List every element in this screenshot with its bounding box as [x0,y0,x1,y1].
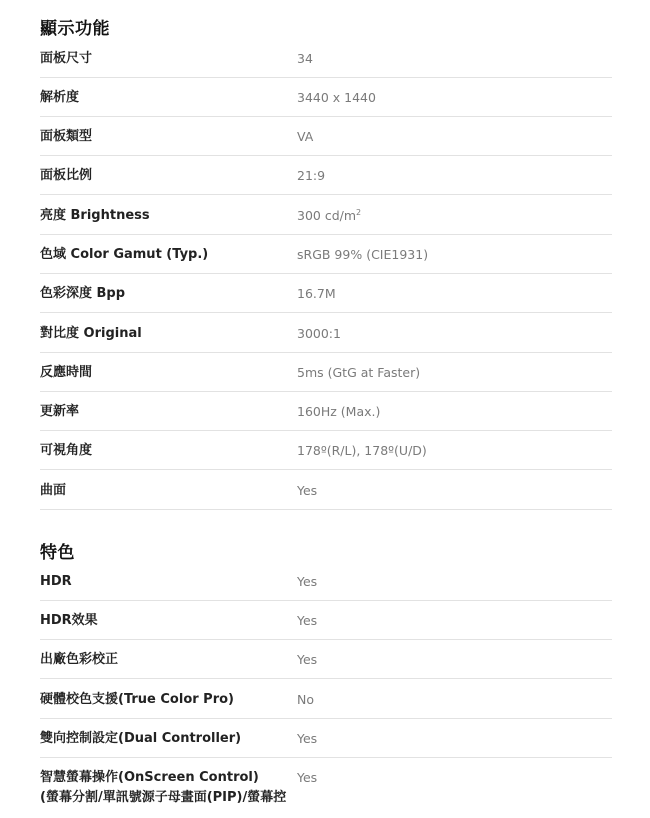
spec-value: 3000:1 [297,326,341,341]
spec-label: 面板類型 [40,129,93,144]
spec-row-hardware-calibration [40,690,612,719]
spec-value: 34 [297,51,313,66]
spec-value [297,206,361,225]
spec-row-hdr-effect [40,611,612,640]
spec-label: 亮度 Brightness [40,208,150,223]
spec-label: 解析度 [40,90,80,105]
spec-value: sRGB 99% (CIE1931) [297,247,429,262]
spec-row-contrast [40,324,612,353]
spec-row-color-depth [40,284,612,313]
spec-label: HDR效果 [40,613,98,628]
spec-row-hdr [40,572,612,601]
spec-label: 雙向控制設定(Dual Controller) [40,731,242,746]
spec-label: 曲面 [40,483,67,498]
spec-row-aspect-ratio [40,166,612,195]
spec-label: 面板比例 [40,168,93,183]
spec-row-resolution [40,88,612,117]
spec-label: 硬體校色支援(True Color Pro) [40,692,234,707]
spec-row-dual-controller [40,729,612,758]
spec-label-line2: (螢幕分割/單訊號源子母畫面(PIP)/螢幕控 [40,790,287,805]
spec-value: 16.7M [297,286,336,301]
section-title-display: 顯示功能 [40,19,110,39]
spec-value: Yes [297,652,318,667]
spec-value: VA [297,129,314,144]
spec-label: 面板尺寸 [40,51,93,66]
brightness-value-text: 300 cd/m [297,208,357,223]
spec-value: Yes [297,770,318,785]
section-title-features: 特色 [40,543,75,563]
spec-row-panel-size [40,49,612,78]
spec-value: 160Hz (Max.) [297,404,381,419]
spec-label: 對比度 Original [40,326,142,341]
spec-label: 色彩深度 Bpp [40,286,126,301]
spec-row-curved [40,481,612,510]
spec-value: Yes [297,731,318,746]
spec-row-onscreen-control [40,768,612,814]
spec-value: Yes [297,483,318,498]
spec-row-brightness [40,206,612,235]
spec-value: 3440 x 1440 [297,90,376,105]
spec-label: 可視角度 [40,443,93,458]
spec-row-viewing-angle [40,441,612,470]
spec-value: 5ms (GtG at Faster) [297,365,421,380]
spec-row-refresh-rate [40,402,612,431]
spec-value: Yes [297,574,318,589]
spec-row-factory-calibration [40,650,612,679]
spec-label: 色域 Color Gamut (Typ.) [40,247,209,262]
spec-row-color-gamut [40,245,612,274]
spec-row-panel-type [40,127,612,156]
spec-value: No [297,692,314,707]
spec-value: 178º(R/L), 178º(U/D) [297,443,427,458]
spec-label: HDR [40,574,72,589]
spec-label: 智慧螢幕操作(OnScreen Control) [40,770,259,785]
spec-label: 更新率 [40,404,80,419]
spec-value: Yes [297,613,318,628]
spec-row-response-time [40,363,612,392]
spec-label: 出廠色彩校正 [40,652,119,667]
spec-value: 21:9 [297,168,326,183]
brightness-unit-superscript: 2 [356,207,362,217]
spec-label: 反應時間 [40,365,93,380]
